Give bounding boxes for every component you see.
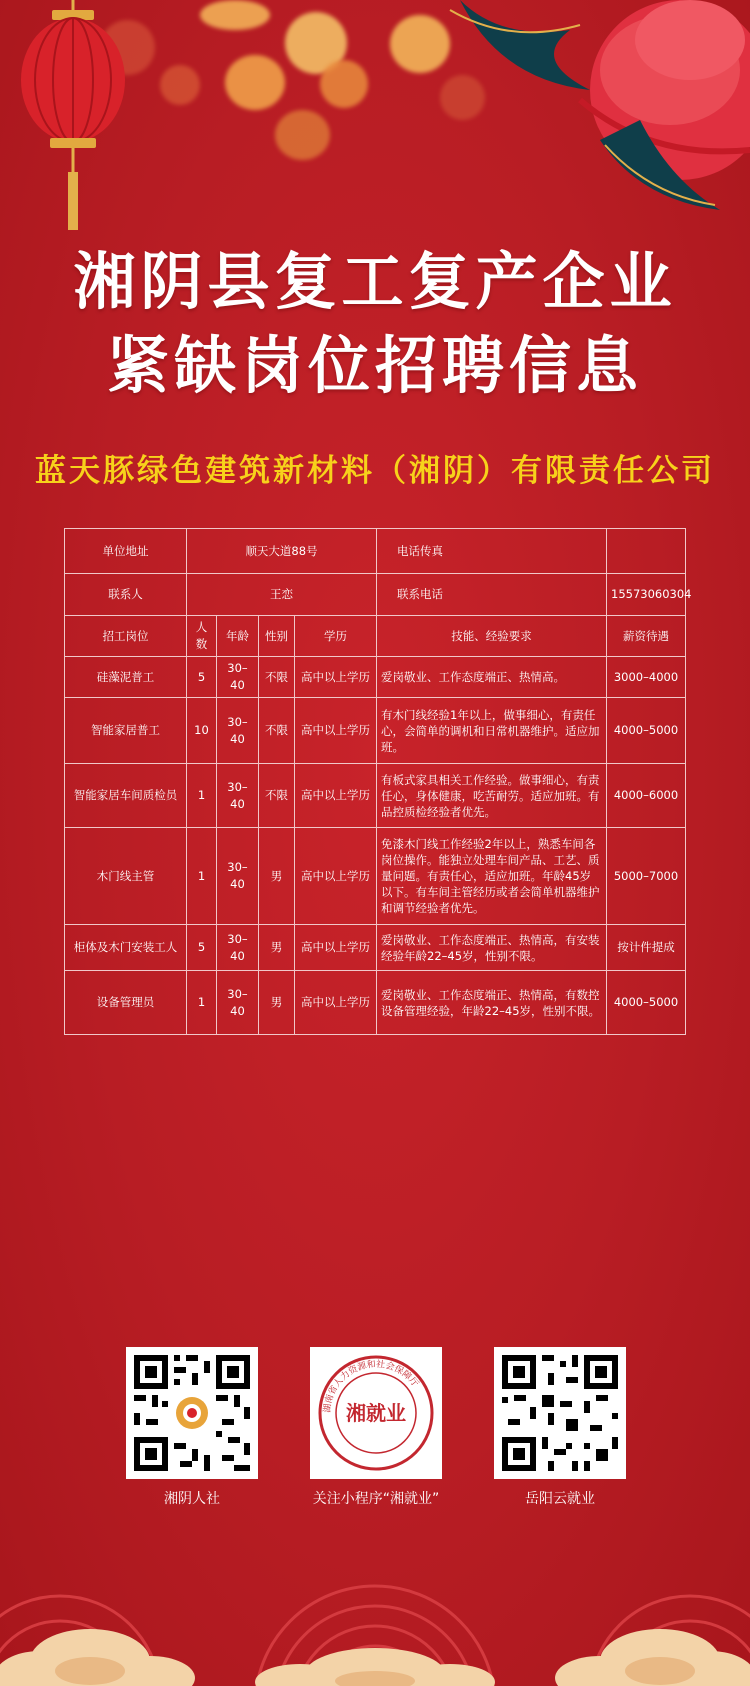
qr-caption-xiangyin-renshe: 湘阴人社: [164, 1491, 220, 1507]
table-row: [65, 925, 686, 971]
job-gender: 男: [259, 925, 295, 971]
header-gender: 性别: [259, 616, 295, 657]
job-gender: 不限: [259, 764, 295, 828]
table-row: [65, 698, 686, 764]
info-row-address: [65, 529, 686, 574]
job-position: 木门线主管: [65, 828, 187, 925]
bokeh-light: [320, 60, 368, 108]
job-count: 1: [187, 764, 217, 828]
phone-label: 联系电话: [377, 574, 607, 616]
job-age: 30–40: [217, 971, 259, 1035]
bokeh-light: [225, 55, 285, 110]
job-salary: 5000–7000: [607, 828, 686, 925]
job-count: 1: [187, 828, 217, 925]
fax-label: 电话传真: [377, 529, 607, 574]
job-salary: 4000–5000: [607, 971, 686, 1035]
job-salary: 4000–5000: [607, 698, 686, 764]
seal-ring-text: 湖南省人力资源和社会保障厅: [322, 1359, 420, 1414]
contact-value: 王恋: [187, 574, 377, 616]
job-position: 智能家居普工: [65, 698, 187, 764]
job-count: 10: [187, 698, 217, 764]
job-requirements: 有板式家具相关工作经验。做事细心，有责任心，身体健康，吃苦耐劳。适应加班。有品控质检经验者优先。: [377, 764, 607, 828]
job-position: 硅藻泥普工: [65, 657, 187, 698]
miniprogram-seal[interactable]: [310, 1347, 442, 1479]
job-gender: 男: [259, 828, 295, 925]
headline-line-2: 紧缺岗位招聘信息: [106, 329, 643, 402]
header-position: 招工岗位: [65, 616, 187, 657]
job-table: [64, 528, 692, 1035]
address-value: 顺天大道88号: [187, 529, 377, 574]
job-age: 30–40: [217, 764, 259, 828]
fax-value: [607, 529, 686, 574]
qr-code-icon: [494, 1347, 626, 1479]
xiangjiuye-seal-icon: [310, 1347, 442, 1479]
job-age: 30–40: [217, 925, 259, 971]
table-row: [65, 971, 686, 1035]
job-salary: 按计件提成: [607, 925, 686, 971]
header-count: 人数: [187, 616, 217, 657]
job-education: 高中以上学历: [295, 657, 377, 698]
bokeh-light: [200, 0, 270, 30]
job-count: 5: [187, 925, 217, 971]
table-row: [65, 764, 686, 828]
header-age: 年龄: [217, 616, 259, 657]
company-name: 蓝天豚绿色建筑新材料（湘阴）有限责任公司: [35, 453, 715, 489]
qr-code-xiangyin-renshe[interactable]: [126, 1347, 258, 1479]
job-position: 智能家居车间质检员: [65, 764, 187, 828]
peony-flower-icon: [440, 0, 750, 220]
job-salary: 4000–6000: [607, 764, 686, 828]
qr-code-yueyang-yunjiuye[interactable]: [494, 1347, 626, 1479]
job-education: 高中以上学历: [295, 698, 377, 764]
qr-code-icon: [126, 1347, 258, 1479]
job-age: 30–40: [217, 657, 259, 698]
job-requirements: 爱岗敬业、工作态度端正、热情高，有数控设备管理经验，年龄22–45岁，性别不限。: [377, 971, 607, 1035]
job-education: 高中以上学历: [295, 828, 377, 925]
table-row: [65, 657, 686, 698]
headline-line-1: 湘阴县复工复产企业: [73, 245, 677, 318]
job-salary: 3000–4000: [607, 657, 686, 698]
job-gender: 不限: [259, 698, 295, 764]
qr-caption-xiangjiuye: 关注小程序“湘就业”: [312, 1491, 440, 1507]
job-requirements: 有木门线经验1年以上，做事细心，有责任心，会简单的调机和日常机器维护。适应加班。: [377, 698, 607, 764]
job-position: 设备管理员: [65, 971, 187, 1035]
red-lantern-icon: [18, 0, 128, 240]
auspicious-clouds-decoration: [0, 1506, 750, 1686]
header-education: 学历: [295, 616, 377, 657]
job-gender: 不限: [259, 657, 295, 698]
job-education: 高中以上学历: [295, 971, 377, 1035]
job-age: 30–40: [217, 828, 259, 925]
job-position: 柜体及木门安装工人: [65, 925, 187, 971]
header-requirements: 技能、经验要求: [377, 616, 607, 657]
job-requirements: 免漆木门线工作经验2年以上，熟悉车间各岗位操作。能独立处理车间产品、工艺、质量问题。有责任心，适应加班。年龄45岁以下。有车间主管经历或者会简单机器维护和调节经验者优先。: [377, 828, 607, 925]
job-age: 30–40: [217, 698, 259, 764]
address-label: 单位地址: [65, 529, 187, 574]
job-count: 1: [187, 971, 217, 1035]
job-education: 高中以上学历: [295, 764, 377, 828]
job-education: 高中以上学历: [295, 925, 377, 971]
job-requirements: 爱岗敬业、工作态度端正、热情高。: [377, 657, 607, 698]
bokeh-light: [275, 110, 330, 160]
table-header-row: [65, 616, 686, 657]
job-count: 5: [187, 657, 217, 698]
job-requirements: 爱岗敬业、工作态度端正、热情高，有安装经验年龄22–45岁，性别不限。: [377, 925, 607, 971]
job-gender: 男: [259, 971, 295, 1035]
info-row-contact: [65, 574, 686, 616]
bokeh-light: [160, 65, 200, 105]
header-salary: 薪资待遇: [607, 616, 686, 657]
seal-center-text: 湘就业: [346, 1401, 406, 1425]
table-row: [65, 828, 686, 925]
phone-value: 15573060304: [607, 574, 686, 616]
qr-caption-yueyang-yunjiuye: 岳阳云就业: [525, 1491, 595, 1507]
contact-label: 联系人: [65, 574, 187, 616]
